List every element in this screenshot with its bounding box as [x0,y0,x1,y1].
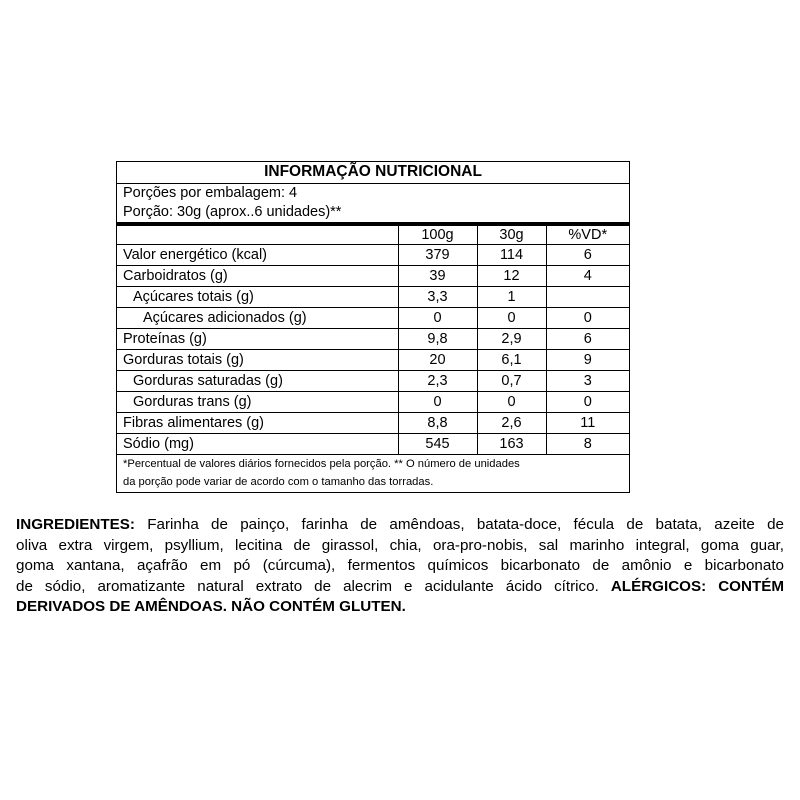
serving-size: Porção: 30g (aprox..6 unidades)** [123,204,342,220]
ingredients-line [16,577,784,598]
table-row [117,245,629,266]
table-row [117,287,629,308]
table-row [117,266,629,287]
table-row [117,413,629,434]
allergens-warning-continued: DERIVADOS DE AMÊNDOAS. NÃO CONTÉM GLUTEN. [16,598,406,615]
value-30g: 0 [477,308,546,329]
value-vd: 11 [546,413,629,434]
servings-per-package: Porções por embalagem: 4 [123,185,298,201]
value-100g: 8,8 [398,413,477,434]
table-row [117,434,629,455]
footnote-line: da porção pode variar de acordo com o tamanho das torradas. [123,476,434,488]
table-row [117,308,629,329]
nutrient-label: Açúcares adicionados (g) [117,308,398,329]
allergens-warning: ALÉRGICOS: CONTÉM [610,577,784,595]
ingredients-line: goma xantana, açafrão em pó (cúrcuma), fermentos químicos bicarbonato de amônio e bicarbonato [16,557,784,574]
nutrient-label: Açúcares totais (g) [117,287,398,308]
table-row [117,371,629,392]
footnote-line: *Percentual de valores diários fornecidos pela porção. ** O número de unidades [123,458,520,470]
value-30g: 6,1 [477,350,546,371]
nutrient-label: Gorduras trans (g) [117,392,398,413]
column-header-100g: 100g [398,226,477,245]
value-30g: 114 [477,245,546,266]
value-100g: 0 [398,392,477,413]
nutrient-label: Fibras alimentares (g) [117,413,398,434]
value-30g: 12 [477,266,546,287]
value-vd: 4 [546,266,629,287]
value-vd: 3 [546,371,629,392]
nutrient-label: Gorduras totais (g) [117,350,398,371]
column-header-row [117,226,629,245]
value-30g: 0 [477,392,546,413]
value-30g: 2,9 [477,329,546,350]
table-row [117,392,629,413]
nutrient-label: Proteínas (g) [117,329,398,350]
value-vd: 8 [546,434,629,455]
value-vd: 0 [546,392,629,413]
ingredients-section [16,515,784,618]
nutrition-footnote [117,454,629,492]
ingredients-heading: INGREDIENTES: [16,516,135,533]
value-30g: 1 [477,287,546,308]
nutrient-label: Sódio (mg) [117,434,398,455]
value-vd: 9 [546,350,629,371]
nutrition-facts-table [116,161,630,493]
nutrient-label: Gorduras saturadas (g) [117,371,398,392]
value-100g: 545 [398,434,477,455]
ingredients-text: de sódio, aromatizante natural extrato de alecrim e acidulante ácido cítrico. [16,577,611,595]
value-100g: 9,8 [398,329,477,350]
value-30g: 2,6 [477,413,546,434]
ingredients-text: Farinha de painço, farinha de amêndoas, batata-doce, fécula de batata, azeite de [134,516,784,533]
value-vd: 6 [546,329,629,350]
value-100g: 379 [398,245,477,266]
value-vd [546,287,629,308]
value-vd: 6 [546,245,629,266]
ingredients-line: oliva extra virgem, psyllium, lecitina de girassol, chia, ora-pro-nobis, sal marinho integral, goma guar, [16,536,784,554]
nutrition-title: INFORMAÇÃO NUTRICIONAL [117,162,629,184]
value-vd: 0 [546,308,629,329]
value-100g: 20 [398,350,477,371]
value-100g: 39 [398,266,477,287]
value-100g: 2,3 [398,371,477,392]
table-row [117,329,629,350]
value-100g: 0 [398,308,477,329]
value-100g: 3,3 [398,287,477,308]
ingredients-line [16,515,784,536]
header-empty-cell [117,226,398,245]
column-header-30g: 30g [477,226,546,245]
value-30g: 163 [477,434,546,455]
ingredients-line [16,597,784,618]
nutrient-label: Valor energético (kcal) [117,245,398,266]
nutrient-label: Carboidratos (g) [117,266,398,287]
value-30g: 0,7 [477,371,546,392]
column-header-vd: %VD* [546,226,629,245]
nutrient-table [117,226,629,454]
table-row [117,350,629,371]
